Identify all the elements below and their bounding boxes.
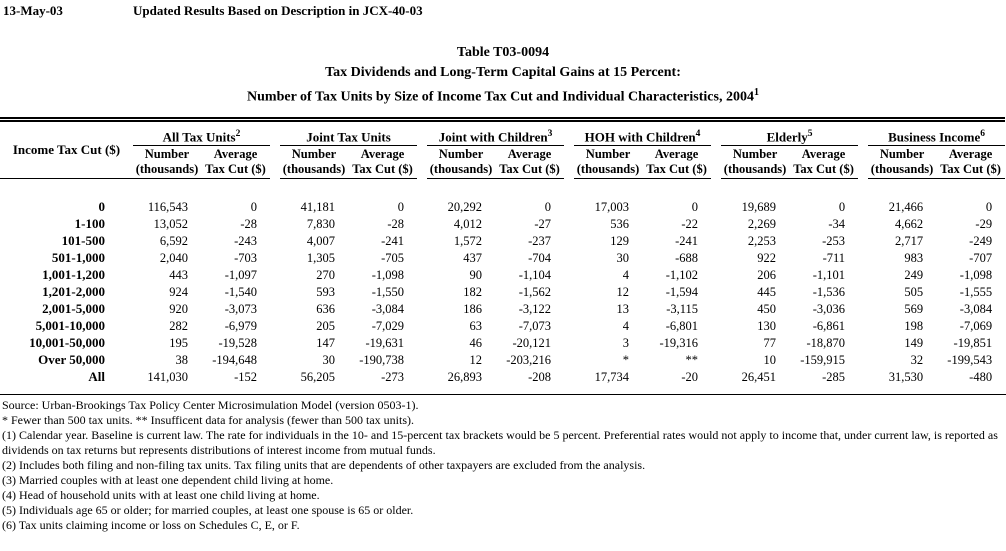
number-value-cell: 19,689 bbox=[741, 199, 777, 214]
group-title-label: Joint Tax Units bbox=[306, 129, 391, 145]
group-spacer bbox=[417, 335, 427, 352]
number-value-cell: 4,662 bbox=[894, 216, 924, 231]
average-value-cell: -1,536 bbox=[812, 284, 846, 299]
average-value-cell: -3,036 bbox=[812, 301, 846, 316]
average-units-header: Tax Cut ($) bbox=[936, 161, 1005, 179]
footnote: (2) Includes both filing and non-filing tax units. Tax filing units that are dependents of other taxpayers are excluded from the analysis. bbox=[2, 457, 646, 472]
tax-results-table bbox=[0, 117, 1005, 386]
average-value-cell: -243 bbox=[234, 233, 258, 248]
table-subject-title: Tax Dividends and Long-Term Capital Gains at 15 Percent: bbox=[325, 65, 681, 80]
number-value-cell: 30 bbox=[322, 352, 336, 367]
group-spacer bbox=[858, 216, 868, 233]
number-value-cell: 17,734 bbox=[594, 369, 630, 384]
group-title-label: Elderly bbox=[766, 129, 808, 145]
group-spacer bbox=[270, 216, 280, 233]
number-value-cell: 195 bbox=[169, 335, 188, 350]
number-value-cell: 2,269 bbox=[747, 216, 777, 231]
group-spacer bbox=[564, 161, 574, 179]
average-header: Average bbox=[654, 146, 699, 161]
average-value-cell: -1,098 bbox=[959, 267, 993, 282]
average-value-cell: -705 bbox=[381, 250, 405, 265]
row-label: 501-1,000 bbox=[51, 250, 105, 266]
average-value-cell: -707 bbox=[969, 250, 993, 265]
number-header: Number bbox=[879, 146, 925, 161]
number-value-cell: 983 bbox=[904, 250, 924, 265]
number-value-cell: 4 bbox=[622, 318, 630, 333]
average-value-cell: -285 bbox=[822, 369, 846, 384]
group-title bbox=[868, 122, 1005, 146]
table-description-title bbox=[0, 83, 1006, 108]
average-value-cell: -7,073 bbox=[518, 318, 552, 333]
group-spacer bbox=[711, 216, 721, 233]
footnote: (4) Head of household units with at least one child living at home. bbox=[2, 487, 320, 502]
footnotes-block bbox=[0, 398, 1006, 533]
group-spacer bbox=[858, 146, 868, 161]
group-spacer bbox=[711, 161, 721, 179]
group-title bbox=[280, 122, 417, 146]
table-number-title: Table T03-0094 bbox=[456, 45, 550, 60]
number-value-cell: 116,543 bbox=[147, 199, 188, 214]
table-row bbox=[0, 335, 1005, 352]
row-header: Income Tax Cut ($) bbox=[0, 122, 133, 179]
number-units-header: (thousands) bbox=[868, 161, 936, 179]
number-value-cell: 6,592 bbox=[159, 233, 188, 248]
average-value-cell: -6,979 bbox=[224, 318, 258, 333]
number-value-cell: 569 bbox=[904, 301, 924, 316]
row-label: 101-500 bbox=[61, 233, 105, 249]
average-value-cell: -34 bbox=[828, 216, 846, 231]
number-value-cell: 30 bbox=[616, 250, 630, 265]
number-value-cell: 593 bbox=[316, 284, 336, 299]
average-value-cell: -1,550 bbox=[371, 284, 405, 299]
number-value-cell: 63 bbox=[469, 318, 483, 333]
average-value-cell: -203,216 bbox=[506, 352, 552, 367]
number-value-cell: 536 bbox=[610, 216, 630, 231]
group-spacer bbox=[270, 352, 280, 369]
average-value-cell: -152 bbox=[234, 369, 258, 384]
row-label: 5,001-10,000 bbox=[35, 318, 105, 334]
number-value-cell: 505 bbox=[904, 284, 924, 299]
average-header: Average bbox=[360, 146, 405, 161]
number-value-cell: 32 bbox=[910, 352, 924, 367]
group-spacer bbox=[858, 352, 868, 369]
row-label: 1,201-2,000 bbox=[42, 284, 105, 300]
average-value-cell: -273 bbox=[381, 369, 405, 384]
number-header: Number bbox=[732, 146, 778, 161]
number-value-cell: 2,253 bbox=[747, 233, 777, 248]
row-label: 1,001-1,200 bbox=[42, 267, 105, 283]
number-value-cell: 4,012 bbox=[453, 216, 483, 231]
number-value-cell: 56,205 bbox=[300, 369, 336, 384]
average-value-cell: -3,073 bbox=[224, 301, 258, 316]
table-row bbox=[0, 284, 1005, 301]
group-title bbox=[133, 122, 270, 146]
average-value-cell: -241 bbox=[675, 233, 699, 248]
average-value-cell: -20,121 bbox=[512, 335, 552, 350]
group-spacer bbox=[711, 146, 721, 161]
group-spacer bbox=[564, 301, 574, 318]
average-value-cell: -703 bbox=[234, 250, 258, 265]
table-row bbox=[0, 301, 1005, 318]
number-units-header: (thousands) bbox=[280, 161, 348, 179]
group-spacer bbox=[564, 284, 574, 301]
number-value-cell: 1,572 bbox=[453, 233, 483, 248]
group-title bbox=[574, 122, 711, 146]
number-value-cell: 90 bbox=[469, 267, 483, 282]
document-header bbox=[0, 0, 1006, 19]
group-spacer bbox=[711, 233, 721, 250]
average-value-cell: -19,631 bbox=[365, 335, 405, 350]
group-footnote-marker: 3 bbox=[547, 128, 553, 139]
number-value-cell: * bbox=[622, 352, 630, 367]
group-spacer bbox=[858, 250, 868, 267]
average-value-cell: 0 bbox=[838, 199, 846, 214]
average-header: Average bbox=[948, 146, 993, 161]
group-spacer bbox=[270, 284, 280, 301]
group-spacer bbox=[270, 369, 280, 386]
group-footnote-marker: 5 bbox=[807, 128, 813, 139]
header-body-gap bbox=[0, 179, 1005, 199]
number-value-cell: 26,451 bbox=[741, 369, 777, 384]
average-value-cell: -711 bbox=[822, 250, 846, 265]
footnote: Source: Urban-Brookings Tax Policy Center Microsimulation Model (version 0503-1). bbox=[2, 397, 419, 412]
number-value-cell: 445 bbox=[757, 284, 777, 299]
row-label: 2,001-5,000 bbox=[42, 301, 105, 317]
number-value-cell: 26,893 bbox=[447, 369, 483, 384]
number-header: Number bbox=[291, 146, 337, 161]
group-spacer bbox=[417, 267, 427, 284]
title-footnote-marker: 1 bbox=[753, 87, 759, 98]
table-row bbox=[0, 369, 1005, 386]
average-value-cell: ** bbox=[685, 352, 699, 367]
number-value-cell: 270 bbox=[316, 267, 336, 282]
group-spacer bbox=[417, 352, 427, 369]
group-spacer bbox=[270, 122, 280, 146]
row-label: Over 50,000 bbox=[38, 352, 105, 368]
number-value-cell: 130 bbox=[757, 318, 777, 333]
row-label: All bbox=[88, 369, 105, 385]
average-value-cell: -3,115 bbox=[666, 301, 699, 316]
table-row bbox=[0, 233, 1005, 250]
group-spacer bbox=[564, 352, 574, 369]
number-value-cell: 206 bbox=[757, 267, 777, 282]
average-value-cell: -1,097 bbox=[224, 267, 258, 282]
average-value-cell: -3,122 bbox=[518, 301, 552, 316]
footnote: * Fewer than 500 tax units. ** Insufficent data for analysis (fewer than 500 tax units). bbox=[2, 412, 415, 427]
table-row bbox=[0, 352, 1005, 369]
number-value-cell: 12 bbox=[469, 352, 483, 367]
group-title bbox=[427, 122, 564, 146]
average-value-cell: -237 bbox=[528, 233, 552, 248]
average-value-cell: -208 bbox=[528, 369, 552, 384]
average-header: Average bbox=[213, 146, 258, 161]
update-note: Updated Results Based on Description in JCX-40-03 bbox=[133, 3, 423, 18]
number-value-cell: 129 bbox=[610, 233, 630, 248]
group-spacer bbox=[711, 122, 721, 146]
group-spacer bbox=[417, 233, 427, 250]
number-value-cell: 149 bbox=[904, 335, 924, 350]
group-footnote-marker: 6 bbox=[980, 128, 985, 139]
number-value-cell: 31,530 bbox=[888, 369, 924, 384]
group-spacer bbox=[564, 318, 574, 335]
group-spacer bbox=[711, 284, 721, 301]
group-spacer bbox=[711, 318, 721, 335]
number-value-cell: 141,030 bbox=[147, 369, 188, 384]
table-row bbox=[0, 250, 1005, 267]
average-value-cell: -1,594 bbox=[665, 284, 699, 299]
group-spacer bbox=[858, 318, 868, 335]
average-value-cell: -159,915 bbox=[800, 352, 846, 367]
number-value-cell: 21,466 bbox=[888, 199, 924, 214]
number-value-cell: 1,305 bbox=[306, 250, 336, 265]
average-value-cell: 0 bbox=[250, 199, 258, 214]
number-value-cell: 924 bbox=[169, 284, 188, 299]
group-spacer bbox=[564, 369, 574, 386]
group-title bbox=[721, 122, 858, 146]
table-row bbox=[0, 216, 1005, 233]
number-value-cell: 450 bbox=[757, 301, 777, 316]
group-spacer bbox=[858, 233, 868, 250]
number-value-cell: 922 bbox=[757, 250, 777, 265]
table-bottom-rule bbox=[0, 394, 1006, 395]
number-value-cell: 38 bbox=[175, 352, 188, 367]
number-value-cell: 147 bbox=[316, 335, 336, 350]
footnote: (6) Tax units claiming income or loss on Schedules C, E, or F. bbox=[2, 517, 300, 532]
group-spacer bbox=[270, 199, 280, 216]
average-value-cell: -7,069 bbox=[959, 318, 993, 333]
average-value-cell: -6,861 bbox=[812, 318, 846, 333]
table-row bbox=[0, 318, 1005, 335]
group-spacer bbox=[858, 122, 868, 146]
group-spacer bbox=[858, 199, 868, 216]
group-spacer bbox=[564, 122, 574, 146]
average-units-header: Tax Cut ($) bbox=[201, 161, 270, 179]
number-value-cell: 2,717 bbox=[894, 233, 924, 248]
group-spacer bbox=[858, 369, 868, 386]
group-spacer bbox=[417, 318, 427, 335]
average-value-cell: -6,801 bbox=[665, 318, 699, 333]
average-value-cell: -19,528 bbox=[218, 335, 258, 350]
group-spacer bbox=[270, 267, 280, 284]
group-spacer bbox=[417, 250, 427, 267]
group-spacer bbox=[564, 216, 574, 233]
number-value-cell: 77 bbox=[763, 335, 777, 350]
number-value-cell: 3 bbox=[622, 335, 630, 350]
average-value-cell: -18,870 bbox=[806, 335, 846, 350]
number-value-cell: 7,830 bbox=[306, 216, 336, 231]
group-spacer bbox=[711, 369, 721, 386]
average-value-cell: -1,102 bbox=[665, 267, 699, 282]
group-spacer bbox=[564, 146, 574, 161]
number-header: Number bbox=[144, 146, 190, 161]
average-value-cell: -29 bbox=[975, 216, 993, 231]
average-value-cell: -3,084 bbox=[371, 301, 405, 316]
group-spacer bbox=[711, 335, 721, 352]
number-value-cell: 20,292 bbox=[447, 199, 483, 214]
number-value-cell: 46 bbox=[469, 335, 483, 350]
number-value-cell: 920 bbox=[169, 301, 188, 316]
average-units-header: Tax Cut ($) bbox=[642, 161, 711, 179]
group-spacer bbox=[270, 146, 280, 161]
group-spacer bbox=[417, 301, 427, 318]
group-spacer bbox=[270, 335, 280, 352]
number-header: Number bbox=[585, 146, 631, 161]
group-spacer bbox=[417, 216, 427, 233]
group-spacer bbox=[417, 146, 427, 161]
group-title-label: HOH with Children bbox=[584, 129, 696, 145]
group-spacer bbox=[417, 122, 427, 146]
number-value-cell: 186 bbox=[463, 301, 483, 316]
footnote: (5) Individuals age 65 or older; for married couples, at least one spouse is 65 or older. bbox=[2, 502, 414, 517]
average-units-header: Tax Cut ($) bbox=[495, 161, 564, 179]
number-value-cell: 2,040 bbox=[159, 250, 188, 265]
average-value-cell: -7,029 bbox=[371, 318, 405, 333]
number-value-cell: 198 bbox=[904, 318, 924, 333]
number-value-cell: 282 bbox=[169, 318, 188, 333]
group-spacer bbox=[564, 250, 574, 267]
group-spacer bbox=[564, 233, 574, 250]
number-value-cell: 13,052 bbox=[153, 216, 188, 231]
average-value-cell: -28 bbox=[387, 216, 405, 231]
number-value-cell: 4 bbox=[622, 267, 630, 282]
number-value-cell: 13 bbox=[616, 301, 630, 316]
average-value-cell: -20 bbox=[681, 369, 699, 384]
group-spacer bbox=[711, 352, 721, 369]
group-title-label: Joint with Children bbox=[438, 129, 548, 145]
group-spacer bbox=[858, 284, 868, 301]
number-value-cell: 437 bbox=[463, 250, 483, 265]
average-value-cell: -199,543 bbox=[947, 352, 993, 367]
group-spacer bbox=[711, 301, 721, 318]
group-spacer bbox=[564, 335, 574, 352]
table-row bbox=[0, 199, 1005, 216]
average-value-cell: -27 bbox=[534, 216, 552, 231]
gap-cell bbox=[0, 179, 1005, 199]
group-spacer bbox=[858, 301, 868, 318]
group-spacer bbox=[711, 250, 721, 267]
subheader-top-row bbox=[0, 146, 1005, 161]
average-value-cell: -194,648 bbox=[212, 352, 258, 367]
average-units-header: Tax Cut ($) bbox=[348, 161, 417, 179]
average-value-cell: -1,104 bbox=[518, 267, 552, 282]
footnote: (3) Married couples with at least one dependent child living at home. bbox=[2, 472, 334, 487]
number-value-cell: 205 bbox=[316, 318, 336, 333]
row-label: 0 bbox=[98, 199, 105, 215]
average-value-cell: 0 bbox=[544, 199, 552, 214]
group-spacer bbox=[417, 284, 427, 301]
number-units-header: (thousands) bbox=[721, 161, 789, 179]
group-spacer bbox=[417, 161, 427, 179]
group-spacer bbox=[711, 267, 721, 284]
number-header: Number bbox=[438, 146, 484, 161]
group-spacer bbox=[711, 199, 721, 216]
group-spacer bbox=[270, 250, 280, 267]
number-units-header: (thousands) bbox=[427, 161, 495, 179]
table-row bbox=[0, 267, 1005, 284]
average-value-cell: -1,562 bbox=[518, 284, 552, 299]
group-spacer bbox=[270, 161, 280, 179]
number-value-cell: 41,181 bbox=[300, 199, 336, 214]
average-value-cell: -1,098 bbox=[371, 267, 405, 282]
group-spacer bbox=[858, 161, 868, 179]
group-spacer bbox=[270, 318, 280, 335]
number-value-cell: 10 bbox=[763, 352, 777, 367]
average-value-cell: -19,316 bbox=[659, 335, 699, 350]
average-value-cell: -704 bbox=[528, 250, 552, 265]
average-value-cell: -190,738 bbox=[359, 352, 405, 367]
average-units-header: Tax Cut ($) bbox=[789, 161, 858, 179]
number-value-cell: 182 bbox=[463, 284, 483, 299]
average-value-cell: 0 bbox=[985, 199, 993, 214]
number-units-header: (thousands) bbox=[574, 161, 642, 179]
average-value-cell: -22 bbox=[681, 216, 699, 231]
average-value-cell: -3,084 bbox=[959, 301, 993, 316]
number-value-cell: 12 bbox=[616, 284, 630, 299]
average-value-cell: -1,101 bbox=[812, 267, 846, 282]
row-label: 10,001-50,000 bbox=[29, 335, 105, 351]
number-value-cell: 17,003 bbox=[594, 199, 630, 214]
group-footnote-marker: 2 bbox=[235, 128, 241, 139]
group-spacer bbox=[270, 233, 280, 250]
average-value-cell: 0 bbox=[397, 199, 405, 214]
average-value-cell: -28 bbox=[240, 216, 258, 231]
number-value-cell: 249 bbox=[904, 267, 924, 282]
average-header: Average bbox=[507, 146, 552, 161]
title-block bbox=[0, 43, 1006, 108]
group-title-label: All Tax Units bbox=[162, 129, 236, 145]
average-value-cell: -1,555 bbox=[959, 284, 993, 299]
group-spacer bbox=[417, 369, 427, 386]
number-value-cell: 443 bbox=[169, 267, 188, 282]
group-spacer bbox=[564, 267, 574, 284]
average-value-cell: -19,851 bbox=[953, 335, 993, 350]
row-label: 1-100 bbox=[74, 216, 105, 232]
document-date: 13-May-03 bbox=[3, 3, 63, 18]
number-value-cell: 4,007 bbox=[306, 233, 336, 248]
group-spacer bbox=[270, 301, 280, 318]
title-text: Number of Tax Units by Size of Income Tax Cut and Individual Characteristics, 2004 bbox=[247, 89, 754, 105]
footnote: (1) Calendar year. Baseline is current law. The rate for individuals in the 10- and 15-percent tax brackets would be 5 percent. Preferential rates would not apply to income that, under current law, is reported as dividends on tax returns but represents distributions of interest income from mutual funds. bbox=[2, 427, 998, 457]
group-spacer bbox=[417, 199, 427, 216]
group-spacer bbox=[564, 199, 574, 216]
number-units-header: (thousands) bbox=[133, 161, 201, 179]
group-title-label: Business Income bbox=[888, 129, 981, 145]
average-value-cell: -480 bbox=[969, 369, 993, 384]
group-spacer bbox=[858, 335, 868, 352]
average-value-cell: -249 bbox=[969, 233, 993, 248]
average-value-cell: -241 bbox=[381, 233, 405, 248]
group-footnote-marker: 4 bbox=[695, 128, 701, 139]
subheader-bottom-row bbox=[0, 161, 1005, 179]
group-spacer bbox=[858, 267, 868, 284]
group-title-row bbox=[0, 122, 1005, 146]
average-value-cell: 0 bbox=[691, 199, 699, 214]
average-value-cell: -1,540 bbox=[224, 284, 258, 299]
number-value-cell: 636 bbox=[316, 301, 336, 316]
average-value-cell: -688 bbox=[675, 250, 699, 265]
average-header: Average bbox=[801, 146, 846, 161]
average-value-cell: -253 bbox=[822, 233, 846, 248]
